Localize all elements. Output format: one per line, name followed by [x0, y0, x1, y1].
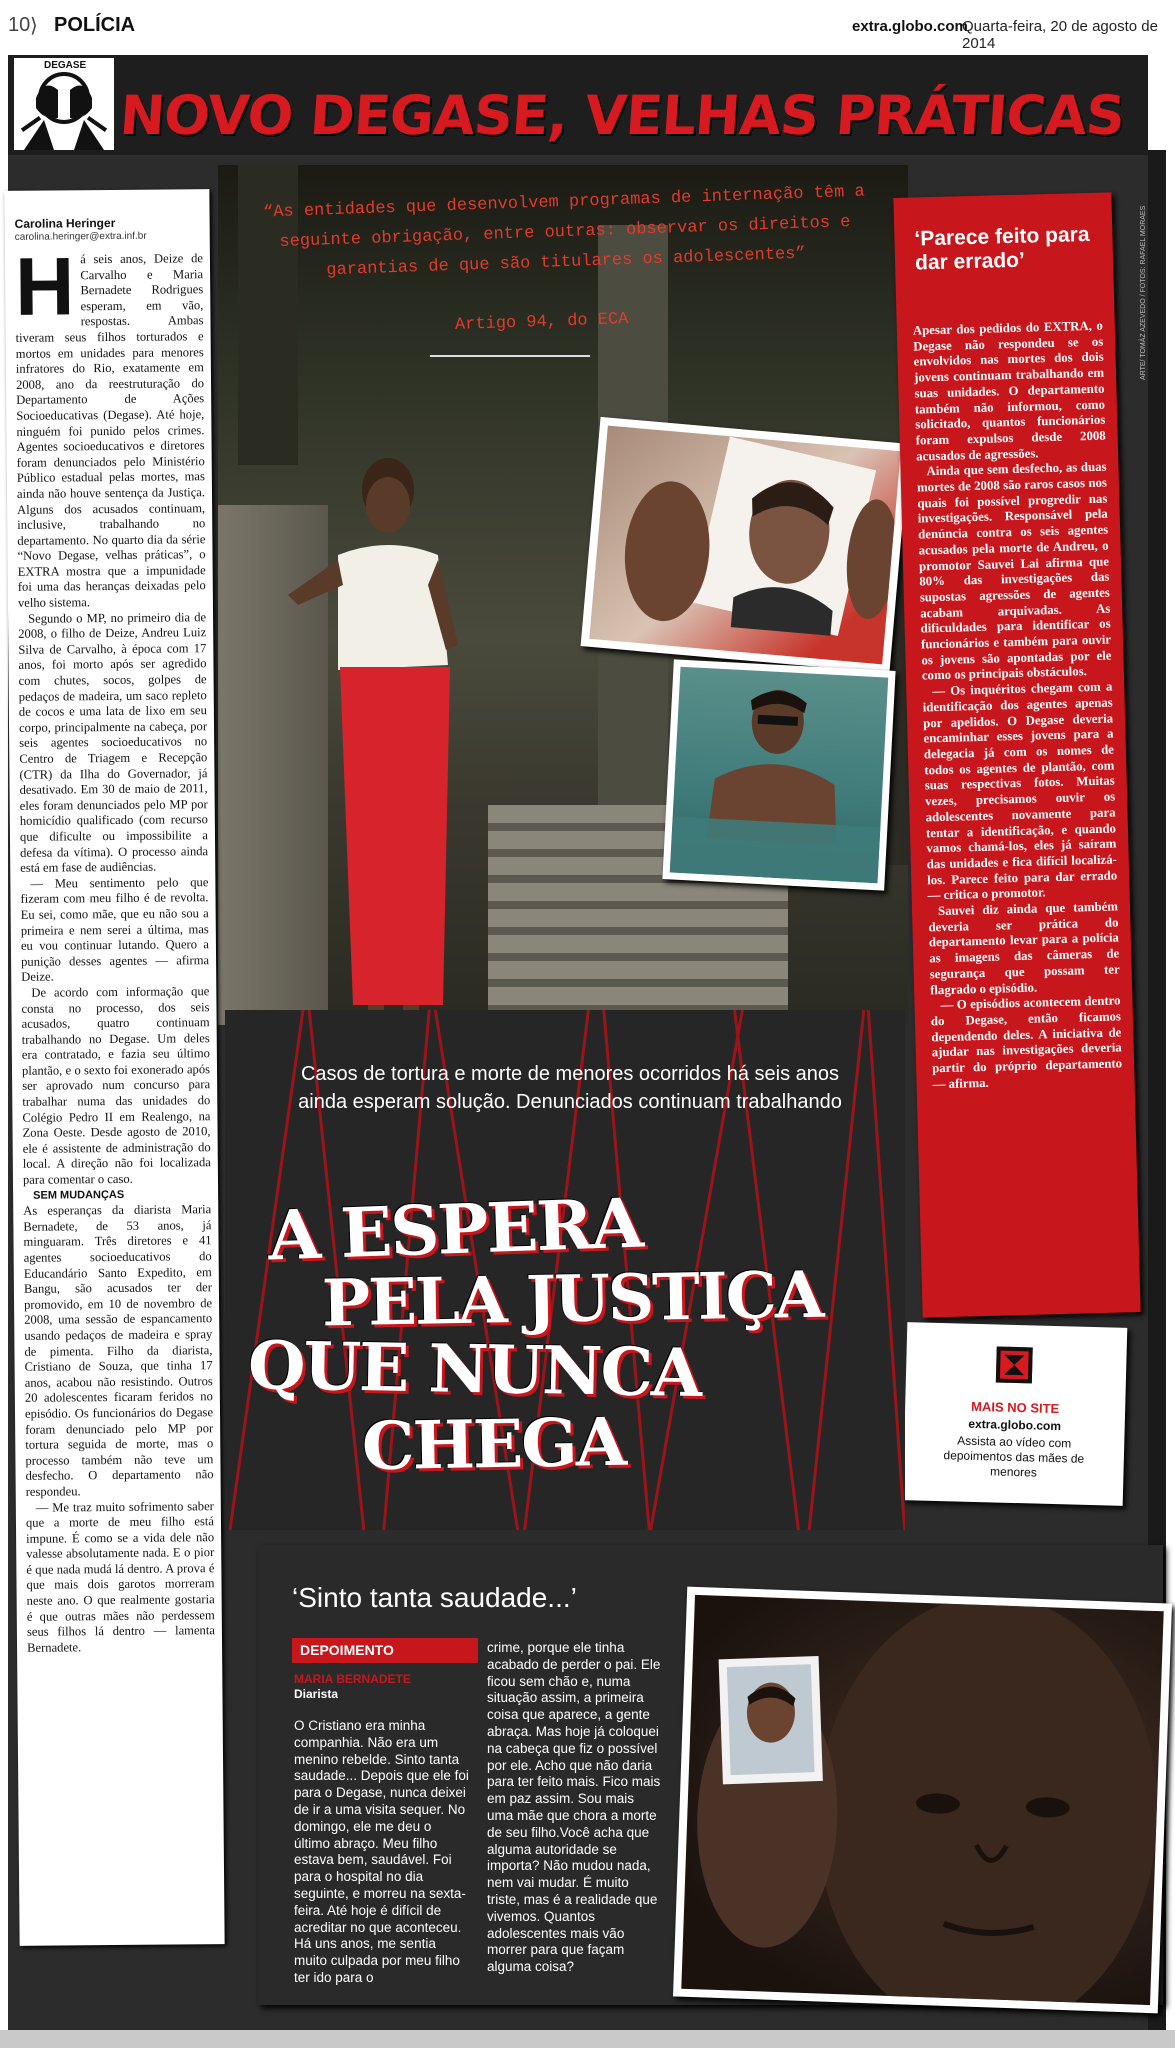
headline-line: CHEGA [361, 1402, 626, 1486]
sidebar-paragraph: Sauvei diz ainda que também deveria ser prática do departamento levar para a polícia as imagens das câmeras de segurança que possam ter flagrado o episódio. [928, 899, 1120, 997]
headline-line: A ESPERA [266, 1183, 643, 1277]
inset-photo-swimmer [662, 659, 895, 890]
drop-cap: H [14, 241, 75, 333]
section-name: POLÍCIA [54, 14, 136, 36]
quote-divider [430, 355, 590, 357]
testimony-column: O Cristiano era minha companhia. Não era um menino rebelde. Sinto tanta saudade... Depois que ele foi para o Degase, nunca deixei de ir a uma visita sequer. No domingo, ele me deu o último abraço. Meu filho estava bem, saudável. Foi para o hospital no dia seguinte, e morreu na sexta-feira. Até hoje é difícil de acreditar no que aconteceu. Há uns anos, me sentia muito culpada por meu filho ter ido para o [294, 1718, 469, 1985]
sidebar-paragraph: Ainda que sem desfecho, as duas mortes de 2008 são raros casos nos quais foi possível progredir nas investigações. Responsável pela denúncia contra os seis agentes acusados pela morte de Andreu, o promotor Sauvei Lai afirma que 80% das investigações das supostas agressões de agentes acabam arquivadas. As dificuldades para identificar os funcionários e também para ouvir os jovens são apontadas por ele como os principais obstáculos. [916, 459, 1112, 683]
mother-portrait-photo [673, 1587, 1172, 2014]
site-link[interactable]: extra.globo.com [852, 18, 968, 35]
mother-holding-id-photo [681, 1595, 1163, 2005]
more-on-site-description: Assista ao vídeo com depoimentos das mães de menores [943, 1433, 1085, 1480]
inset-photo-portrait [581, 417, 910, 673]
headline-deck: Casos de tortura e morte de menores ocorridos há seis anos ainda esperam solução. Denunciados continuam trabalhando [298, 1063, 842, 1113]
page-header [0, 0, 1175, 55]
publication-date: Quarta-feira, 20 de agosto de 2014 [962, 18, 1158, 52]
article-paragraph: — Me traz muito sofrimento saber que a morte de meu filho está impune. É como se a vida dele não valesse absolutamente nada. E o pior é que nada mudá lá dentro. A prova é que mais dois garotos morreram neste ano. O que realmente gostaria é que outras mães não perdessem seus filhos lá dentro — lamenta Bernadete. [25, 1498, 215, 1655]
author-name: Carolina Heringer [14, 215, 116, 231]
article-subhead: SEM MUDANÇAS [33, 1188, 125, 1202]
red-streak [865, 1010, 905, 1530]
article-paragraph: As esperanças da diarista Maria Bernadete, de 53 anos, já minguaram. Três diretores e 41 agentes socioeducativos do Educandário Santo Expedito, em Bangu, são acusados ter der promovido, em 10 de novembro de 2008, uma sessão de espancamento usando pedaços de madeira e spray de pimenta. Filho da diarista, Cristiano de Souza, que tinha 17 anos, acabou não resistindo. Outros 20 adolescentes ficaram feridos no episódio. Os funcionários do Degase foram denunciado pelo MP por tortura seguida de morte, mas o processo também não teve um desfecho. O departamento não respondeu. [23, 1202, 214, 1499]
photo-credit: ARTE/ TOMÁZ AZEVEDO / FOTOS: RAFAEL MORAES [1140, 205, 1147, 380]
hands-holding-photo [589, 426, 901, 665]
testimony-column: crime, porque ele tinha acabado de perder o pai. Ele ficou sem chão e, numa situação assim, a primeira coisa que aparece, a gente abraça. Mas hoje já coloquei na cabeça que fiz o possível por ele. Acho que não daria para ter feito mais. Fico mais em paz assim. Sou mais uma mãe que chora a morte de seu filho.Você acha que alguma autoridade se importa? Não mudou nada, nem vai mudar. É muito triste, mas é a realidade que vivemos. Quantos adolescentes mais vão morrer para que façam alguma coisa? [487, 1640, 661, 1975]
testimony-name: MARIA BERNADETE [294, 1672, 411, 1686]
testimony-role: Diarista [294, 1687, 339, 1701]
hands-over-face-icon [14, 58, 114, 150]
article-paragraph: Segundo o MP, no primeiro dia de 2008, o filho de Deize, Andreu Luiz Silva de Carvalho, à época com 17 anos, foi morto após ser agredido com chutes, socos, golpes de pedaços de madeira, um saco repleto de cocos e uma lata de lixo em seu corpo, principalmente na cabeça, por seis agentes socioeducativos no Centro de Triagem e Recepção (CTR) da Ilha do Governador, já desativado. Em 30 de maio de 2011, eles foram denunciados pelo MP por homicídio qualificado (com recurso que dificulte ou impossibilite a defesa da vítima). O processo ainda está em fase de audiências. [18, 609, 209, 875]
headline-line: QUE NUNCA [247, 1326, 701, 1412]
article-paragraph: De acordo com informação que consta no processo, dos seis acusados, quatro continuam trabalhando no Degase. Um deles era contratado, e fazia seu último plantão, e o sexto foi exonerado após ser aprovado num concurso para trabalhar numa das unidades do Colégio Pedro II em Realengo, na Zona Oeste. Desde agosto de 2010, ele é assistente de administração do local. A direção não foi localizada para comentar o caso. [21, 984, 211, 1187]
sidebar-paragraph: Apesar dos pedidos do EXTRA, o Degase não respondeu se os envolvidos nas mortes dos dois jovens continuam trabalhando em suas unidades. O departamento também não informou, como solicitado, quantos funcionários foram expulsos desde 2008 acusados de agressões. [912, 318, 1106, 464]
pull-quote: “As entidades que desenvolvem programas de internação têm a seguinte obrigação, entre outras: observar os direitos e garantias de que são titulares os adolescentes” [262, 182, 866, 281]
separator-icon: ⟩ [30, 15, 38, 37]
play-video-icon[interactable] [996, 1346, 1033, 1383]
sidebar-box [893, 192, 1140, 1317]
headline-line: PELA JUSTIÇA [321, 1257, 823, 1342]
sidebar-paragraph: — O episódios acontecem dentro do Degase, então ficamos dependendo deles. A iniciativa de ajudar nas investigações deveria partir do próprio departamento — afirma. [930, 993, 1123, 1092]
testimony-title: ‘Sinto tanta saudade...’ [292, 1582, 577, 1613]
degase-logo [14, 58, 114, 150]
logo-text: DEGASE [44, 60, 87, 71]
author-email[interactable]: carolina.heringer@extra.inf.br [14, 230, 147, 243]
sidebar-paragraph: — Os inquéritos chegam com a identificação dos agentes apenas por apelidos. O Degase deveria encaminhar esses jovens para a delegacia já com os nomes de todos os agentes de plantão, com suas respectivas fotos. Muitas vezes, precisamos ouvir os adolescentes novamente para tentar a identificação, e quando vamos chamá-los, eles já saíram das unidades e fica difícil localizá-los. Parece feito para dar errado — critica o promotor. [922, 679, 1118, 903]
young-man-in-water [670, 667, 888, 884]
article-paragraph: á seis anos, Deize de Carvalho e Maria Bernadete Rodrigues esperam, em vão, respostas. Ambas tiveram seus filhos torturados e mortos em unidades para menores infratores do Rio, exatamente em 2008, ano da reestruturação do Departamento de Ações Socioeducativas (Degase). Até hoje, ninguém foi punido pelos crimes. Agentes socioeducativos e diretores foram denunciados pelo Ministério Público estadual pelas mortes, mas ainda não houve sentença da Justiça. Alguns dos acusados continuam, inclusive, trabalhando no departamento. No quarto dia da série “Novo Degase, velhas práticas”, o EXTRA mostra que a impunidade foi uma das heranças deixadas pelo velho sistema. [15, 251, 206, 610]
article-column [4, 189, 224, 1946]
testimony-tag: DEPOIMENTO [292, 1638, 478, 1663]
woman-figure [278, 445, 468, 1025]
more-on-site-label: MAIS NO SITE [970, 1398, 1060, 1417]
series-title: NOVO DEGASE, VELHAS PRÁTICAS [117, 84, 1127, 147]
more-on-site-box[interactable] [903, 1322, 1128, 1506]
article-paragraph: — Meu sentimento pelo que fizeram com meu filho é de revolta. Eu sei, como mãe, que eu não sou a primeira e nem serei a última, mas eu vou continuar lutando. Quero a punição desses agentes — afirma Deize. [20, 874, 210, 985]
bottom-strip [0, 2030, 1175, 2048]
sidebar-title: ‘Parece feito para dar errado’ [914, 222, 1090, 275]
pull-quote-source: Artigo 94, do ECA [454, 309, 629, 336]
page-number: 10 [8, 14, 31, 36]
more-on-site-url[interactable]: extra.globo.com [968, 1416, 1062, 1434]
